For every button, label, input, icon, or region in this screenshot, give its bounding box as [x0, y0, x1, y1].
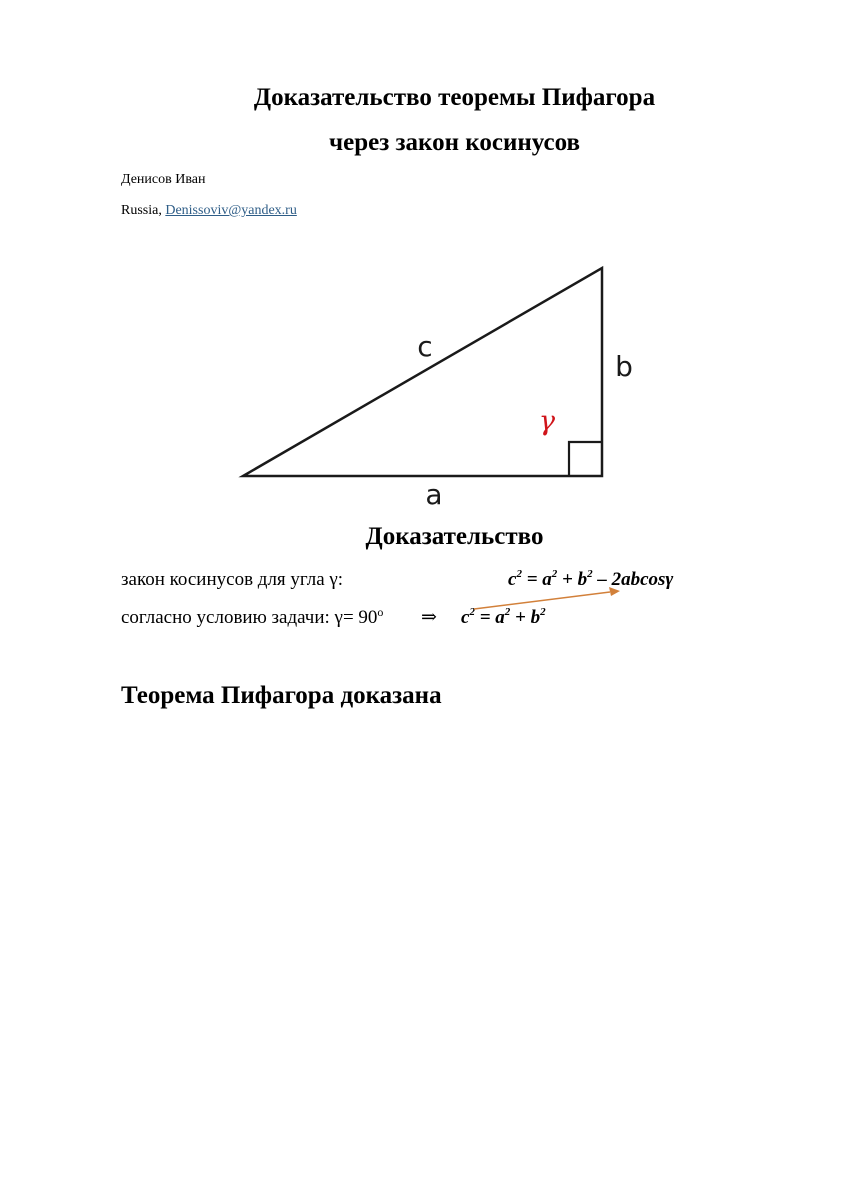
label-side-b: b — [615, 350, 633, 383]
email-link[interactable]: Denissoviv@yandex.ru — [165, 203, 297, 218]
formula1-eq: = a — [521, 569, 552, 590]
author-contact — [121, 202, 297, 220]
annotation-arrow-line — [474, 592, 610, 609]
title-line-1: Доказательство теоремы Пифагора — [253, 84, 656, 111]
formula2-eq: = a — [474, 607, 505, 628]
formula2-plus: + b — [510, 607, 541, 628]
degree-sign: o — [377, 605, 384, 619]
formula2-lhs: c — [461, 607, 470, 628]
formula2-exp-c: 2 — [469, 606, 475, 618]
implies-symbol: ⇒ — [421, 607, 437, 628]
conclusion-heading: Теорема Пифагора доказана — [121, 682, 442, 709]
contact-country: Russia, — [121, 203, 166, 218]
formula2-exp-a: 2 — [504, 606, 511, 618]
label-side-a: a — [425, 478, 443, 511]
cosine-law-label: закон косинусов для угла γ: — [121, 569, 344, 590]
figure-background — [236, 257, 642, 513]
label-hypotenuse-c: c — [417, 330, 433, 363]
condition-label — [121, 606, 383, 630]
formula1-tail: – 2abcosγ — [592, 569, 674, 590]
author-name: Денисов Иван — [121, 172, 206, 187]
formula1-plus: + b — [557, 569, 588, 590]
annotation-arrow-head — [609, 587, 620, 596]
title-line-2: через закон косинусов — [329, 129, 580, 156]
formula1-exp-c: 2 — [516, 568, 522, 580]
formula1-exp-b: 2 — [587, 568, 593, 580]
formula1-exp-a: 2 — [551, 568, 558, 580]
condition-text: согласно условию задачи: γ= 90 — [121, 607, 378, 628]
label-angle-gamma: γ — [538, 406, 556, 437]
formula1-lhs: c — [508, 569, 517, 590]
annotation-arrow — [460, 580, 630, 620]
formula2-exp-b: 2 — [540, 606, 546, 618]
proof-heading: Доказательство — [365, 523, 544, 550]
right-triangle-figure — [236, 257, 642, 513]
